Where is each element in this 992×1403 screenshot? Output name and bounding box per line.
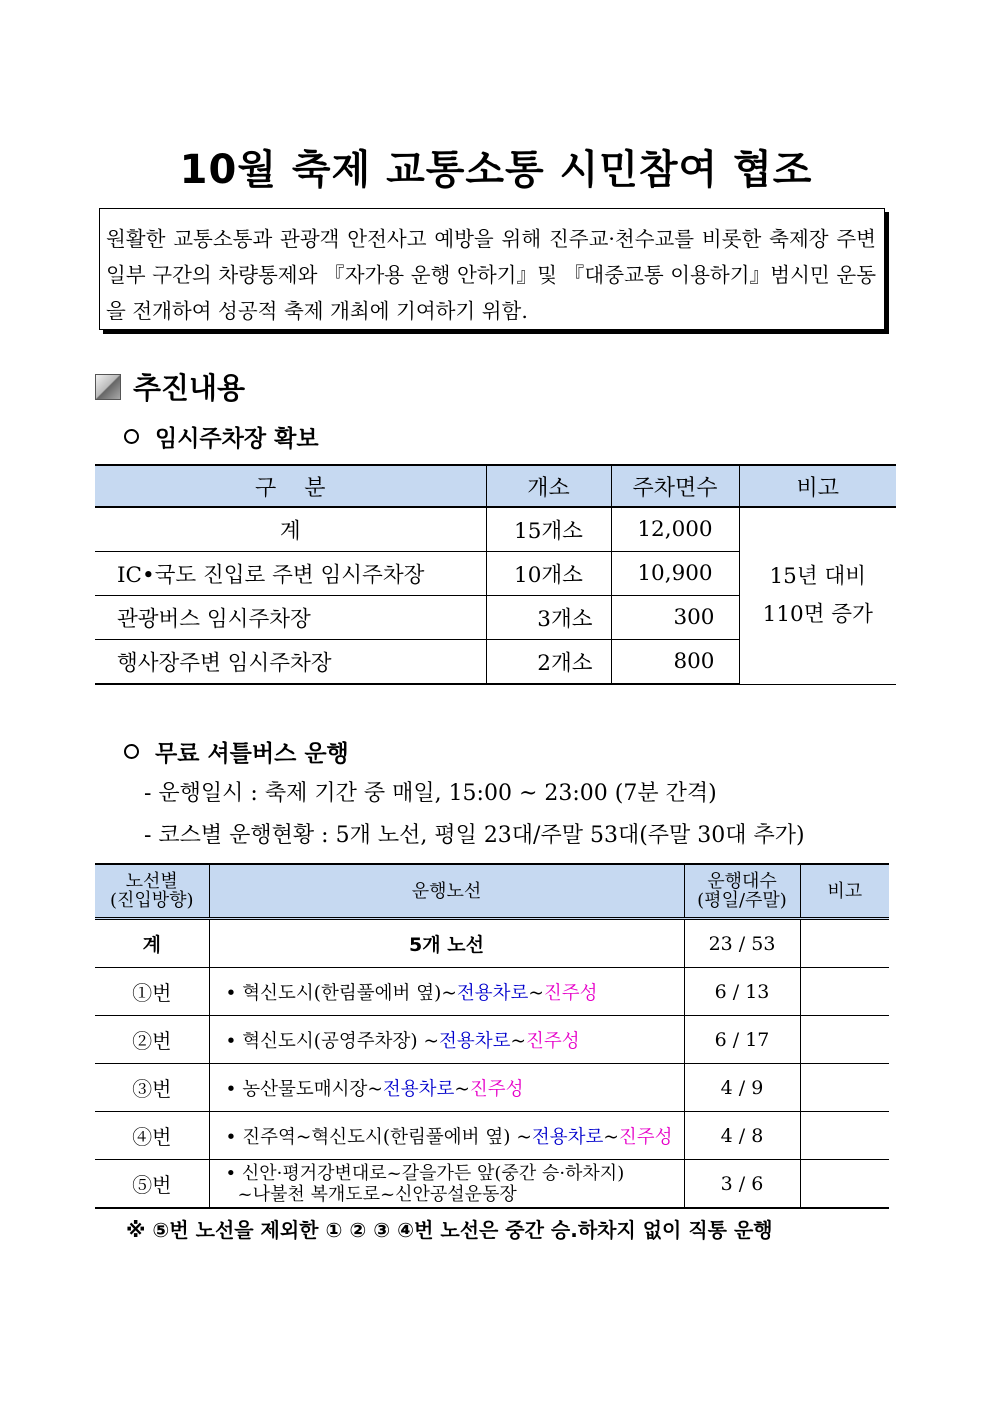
route-path: [209, 1112, 684, 1160]
circle-bullet-icon: [124, 744, 139, 759]
shuttle-table-header: [95, 864, 889, 919]
row-spaces: 12,000: [611, 507, 739, 552]
header-route: 운행노선: [209, 864, 684, 919]
header-note: 비고: [739, 465, 896, 507]
row-count: 10개소: [486, 552, 611, 596]
route-line-1: • 신안·평거강변대로~갈을가든 앞(중간 승·하차지): [225, 1162, 625, 1184]
total-route: 5개 노선: [209, 919, 684, 968]
route-count: 3 / 6: [684, 1160, 800, 1209]
parking-table: [95, 464, 896, 685]
note-line-1: 15년 대비: [769, 563, 866, 589]
table-row: [95, 968, 889, 1016]
purpose-summary-box: 원활한 교통소통과 관광객 안전사고 예방을 위해 진주교·천수교를 비롯한 축제장 주변 일부 구간의 차량통제와 『자가용 운행 안하기』및 『대중교통 이용하기』범시민 운동을 전개하여 성공적 축제 개최에 기여하기 위함.: [99, 208, 885, 330]
table-row: [95, 1160, 889, 1209]
total-count: 23 / 53: [684, 919, 800, 968]
route-count: 6 / 13: [684, 968, 800, 1016]
route-mid: 전용차로: [438, 1030, 511, 1052]
parking-subheading: [124, 420, 319, 453]
route-no: ⑤번: [95, 1160, 209, 1209]
route-sep: ~: [528, 982, 544, 1004]
total-label: 계: [95, 919, 209, 968]
route-no: ③번: [95, 1064, 209, 1112]
route-end: 진주성: [525, 1030, 580, 1052]
route-end: 진주성: [543, 982, 598, 1004]
route-note: [800, 1064, 889, 1112]
note-line-2: 110면 증가: [762, 601, 873, 627]
route-end: 진주성: [469, 1078, 524, 1100]
header-bus-count-line2: (평일/주말): [697, 890, 787, 911]
route-path: [209, 968, 684, 1016]
header-spaces: 주차면수: [611, 465, 739, 507]
table-row: [95, 507, 896, 552]
header-route-no-line1: 노선별: [125, 871, 178, 892]
row-count: 3개소: [486, 596, 611, 640]
route-sep: ~: [454, 1078, 470, 1100]
route-note: [800, 1160, 889, 1209]
route-no: ④번: [95, 1112, 209, 1160]
row-label: 계: [95, 507, 486, 552]
table-row: [95, 919, 889, 968]
route-path: [209, 1016, 684, 1064]
route-note: [800, 1016, 889, 1064]
route-note: [800, 968, 889, 1016]
header-note: 비고: [800, 864, 889, 919]
route-path: [209, 1160, 684, 1209]
parking-subheading-label: 임시주차장 확보: [155, 426, 319, 452]
shuttle-subheading-label: 무료 셔틀버스 운행: [155, 741, 349, 767]
total-note: [800, 919, 889, 968]
route-start: • 농산물도매시장~: [225, 1078, 383, 1100]
section-heading: [95, 366, 245, 407]
row-label: IC•국도 진입로 주변 임시주차장: [95, 552, 486, 596]
parking-note: [739, 507, 896, 684]
shuttle-course-line: - 코스별 운행현황 : 5개 노선, 평일 23대/주말 53대(주말 30대 추가): [144, 823, 805, 848]
header-bus-count-line1: 운행대수: [707, 871, 777, 892]
section-title: 추진내용: [133, 371, 246, 405]
shuttle-table: [95, 863, 889, 1209]
row-label: 관광버스 임시주차장: [95, 596, 486, 640]
row-spaces: 300: [611, 596, 739, 640]
route-sep: ~: [510, 1030, 526, 1052]
header-category: 구 분: [95, 465, 486, 507]
shuttle-subheading: [124, 735, 349, 768]
row-count: 2개소: [486, 640, 611, 685]
row-label: 행사장주변 임시주차장: [95, 640, 486, 685]
circle-bullet-icon: [124, 429, 139, 444]
row-spaces: 800: [611, 640, 739, 685]
route-no: ②번: [95, 1016, 209, 1064]
route-count: 4 / 9: [684, 1064, 800, 1112]
route-mid: 전용차로: [531, 1126, 604, 1148]
header-count: 개소: [486, 465, 611, 507]
route-start: • 진주역~혁신도시(한림풀에버 옆) ~: [225, 1126, 532, 1148]
route-sep: ~: [603, 1126, 619, 1148]
table-row: [95, 1016, 889, 1064]
route-note: [800, 1112, 889, 1160]
route-mid: 전용차로: [382, 1078, 455, 1100]
route-count: 6 / 17: [684, 1016, 800, 1064]
route-path: [209, 1064, 684, 1112]
route-mid: 전용차로: [456, 982, 529, 1004]
header-bus-count: [684, 864, 800, 919]
shuttle-schedule-line: - 운행일시 : 축제 기간 중 매일, 15:00 ~ 23:00 (7분 간격): [144, 781, 717, 806]
footnote: ※ ⑤번 노선을 제외한 ① ② ③ ④번 노선은 중간 승.하차지 없이 직통 운행: [126, 1218, 773, 1242]
route-end: 진주성: [618, 1126, 673, 1148]
header-route-no-line2: (진입방향): [109, 890, 194, 911]
parking-table-header: [95, 465, 896, 507]
route-start: • 혁신도시(공영주차장) ~: [225, 1030, 439, 1052]
row-count: 15개소: [486, 507, 611, 552]
square-bullet-icon: [95, 374, 121, 400]
route-count: 4 / 8: [684, 1112, 800, 1160]
route-line-2: ~나불천 복개도로~신안공설운동장: [237, 1183, 517, 1205]
route-no: ①번: [95, 968, 209, 1016]
table-row: [95, 1112, 889, 1160]
header-route-no: [95, 864, 209, 919]
row-spaces: 10,900: [611, 552, 739, 596]
table-row: [95, 1064, 889, 1112]
page-title: 10월 축제 교통소통 시민참여 협조: [179, 147, 813, 193]
route-start: • 혁신도시(한림풀에버 옆)~: [225, 982, 457, 1004]
